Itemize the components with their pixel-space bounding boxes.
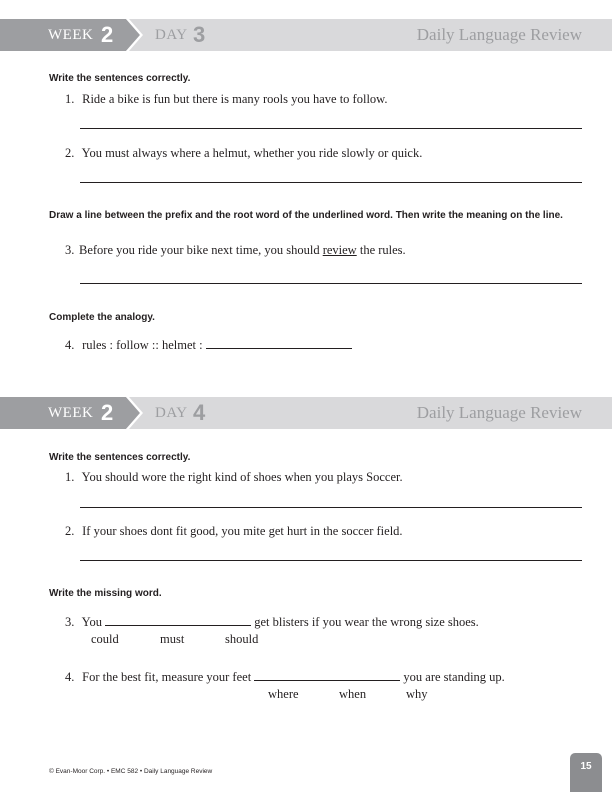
missing-word-blank[interactable] (105, 613, 251, 626)
question-2 (65, 524, 403, 539)
answer-line[interactable] (80, 560, 582, 561)
question-4 (65, 668, 505, 685)
question-number: 1. (65, 470, 75, 484)
footer-credit: © Evan-Moor Corp. • EMC 582 • Daily Language Review (49, 768, 213, 775)
question-text-before: You (81, 615, 102, 629)
instruction: Write the sentences correctly. (49, 452, 191, 463)
week-number: 2 (101, 400, 114, 425)
question-3 (65, 243, 406, 258)
instruction: Write the missing word. (49, 588, 162, 599)
question-number: 1. (65, 92, 75, 106)
question-number: 3. (65, 243, 75, 257)
question-text: Ride a bike is fun but there is many rools you have to follow. (82, 92, 388, 106)
instruction: Write the sentences correctly. (49, 73, 191, 84)
question-text-before: Before you ride your bike next time, you should (79, 243, 323, 257)
choice-when[interactable]: when (339, 687, 367, 701)
answer-line[interactable] (80, 507, 582, 508)
section-title: Daily Language Review (416, 25, 582, 44)
choice-could[interactable]: could (91, 632, 119, 646)
underlined-word: review (322, 243, 357, 257)
question-text-after: you are standing up. (403, 670, 505, 684)
choice-why[interactable]: why (406, 687, 428, 701)
choice-must[interactable]: must (160, 632, 185, 646)
question-number: 4. (65, 338, 75, 352)
question-text: rules : follow :: helmet : (82, 338, 203, 352)
instruction: Draw a line between the prefix and the root word of the underlined word. Then write the meaning on the line. (49, 210, 563, 221)
section-banner-day4 (0, 397, 612, 429)
question-text: You should wore the right kind of shoes when you plays Soccer. (81, 470, 403, 484)
answer-line[interactable] (80, 182, 582, 183)
answer-line[interactable] (80, 283, 582, 284)
instruction: Complete the analogy. (49, 312, 155, 323)
day-number: 4 (193, 400, 206, 425)
question-3 (65, 613, 479, 630)
week-label: WEEK (48, 27, 94, 43)
question-number: 2. (65, 146, 75, 160)
missing-word-blank[interactable] (254, 668, 400, 681)
question-2 (65, 146, 422, 161)
question-1 (65, 92, 388, 107)
question-text-after: get blisters if you wear the wrong size shoes. (254, 615, 479, 629)
question-1 (65, 470, 403, 485)
day-number: 3 (193, 22, 206, 47)
week-number: 2 (101, 22, 114, 47)
section-title: Daily Language Review (416, 403, 582, 422)
question-text: If your shoes dont fit good, you mite get hurt in the soccer field. (82, 524, 403, 538)
question-text-after: the rules. (356, 243, 406, 257)
question-text: You must always where a helmut, whether you ride slowly or quick. (81, 146, 423, 160)
question-number: 4. (65, 670, 75, 684)
page-number: 15 (570, 753, 602, 792)
question-number: 3. (65, 615, 75, 629)
choice-where[interactable]: where (268, 687, 299, 701)
analogy-blank[interactable] (206, 336, 352, 349)
day-label: DAY (155, 27, 188, 43)
question-4 (65, 336, 352, 353)
question-text-before: For the best fit, measure your feet (82, 670, 252, 684)
day-label: DAY (155, 405, 188, 421)
section-banner-day3 (0, 19, 612, 51)
choice-should[interactable]: should (225, 632, 259, 646)
answer-line[interactable] (80, 128, 582, 129)
week-label: WEEK (48, 405, 94, 421)
question-number: 2. (65, 524, 75, 538)
